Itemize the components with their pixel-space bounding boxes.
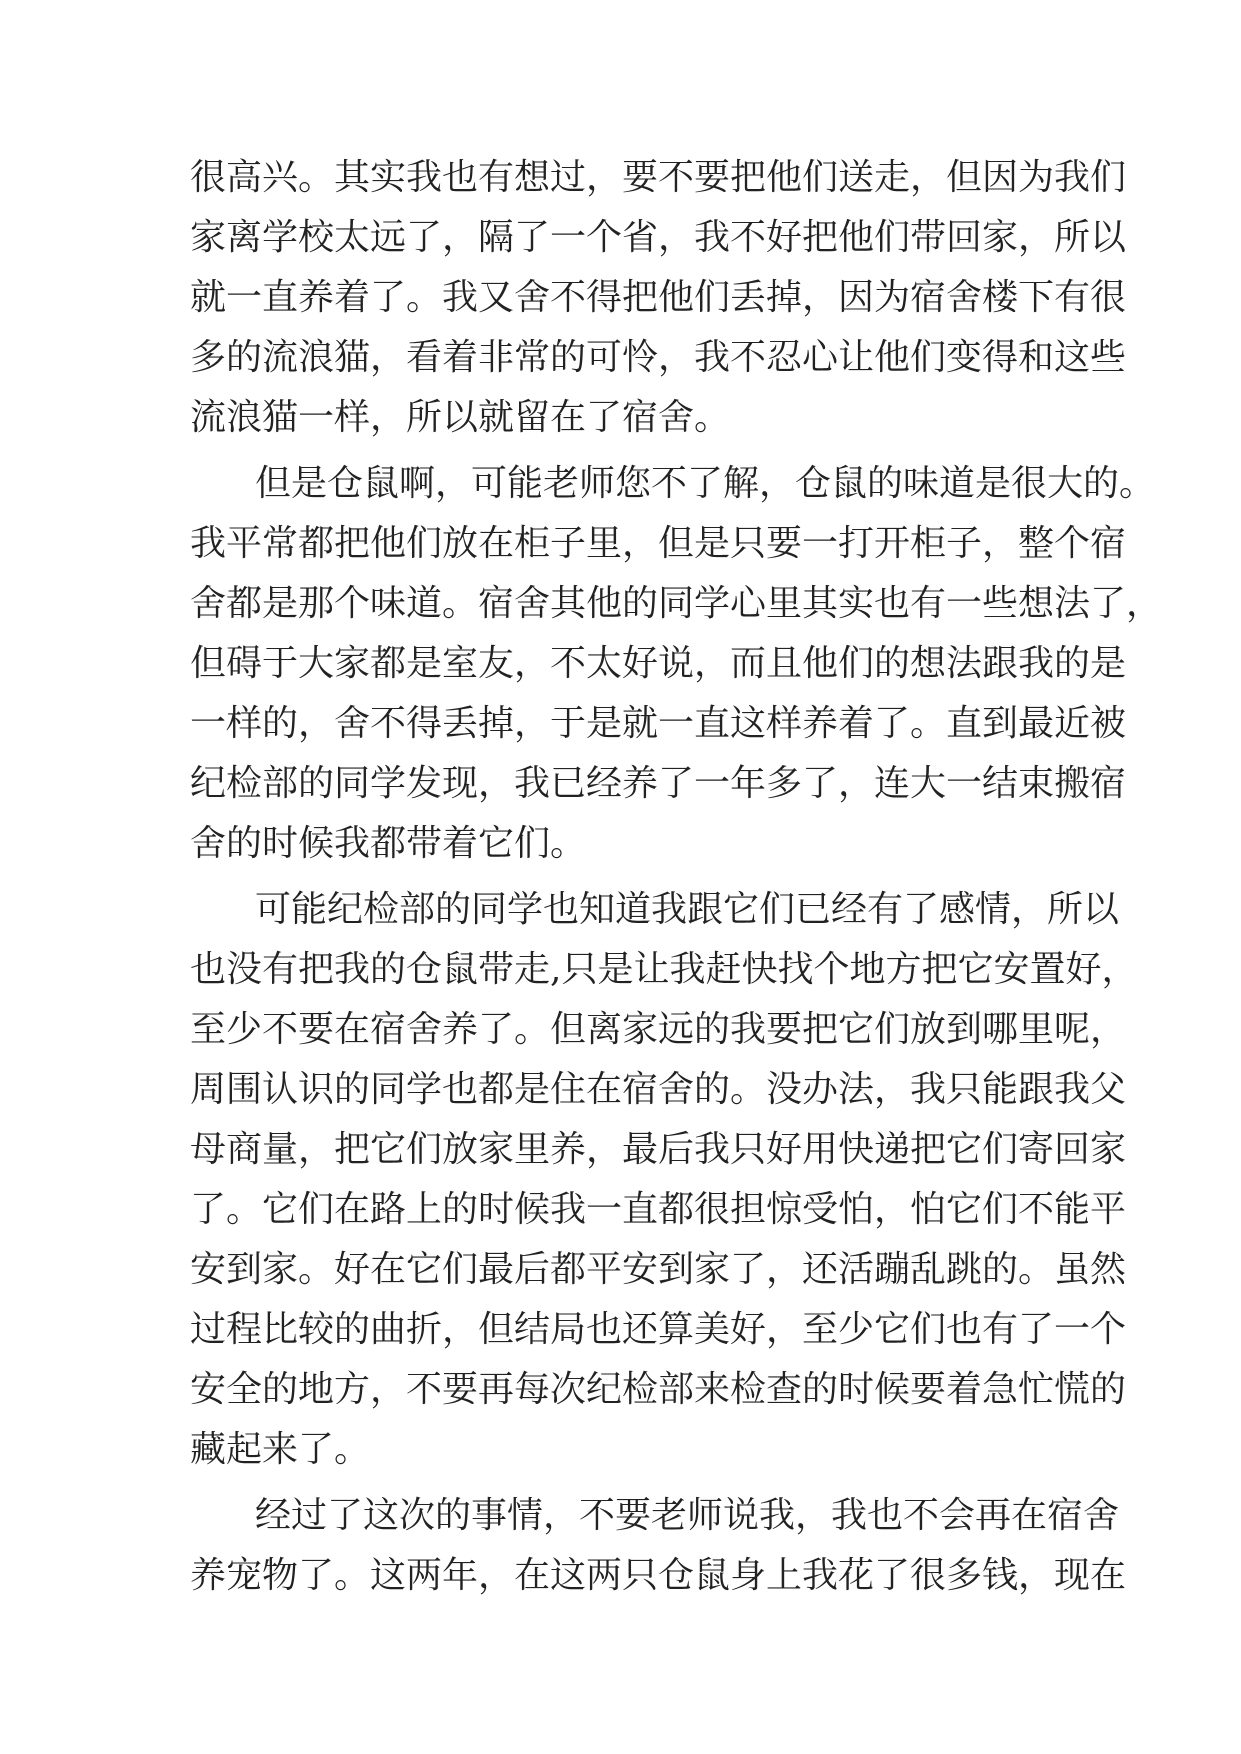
text-line: 周围认识的同学也都是住在宿舍的。没办法，我只能跟我父 [190, 1069, 1127, 1110]
text-line: 但碍于大家都是室友，不太好说，而且他们的想法跟我的是 [190, 643, 1127, 684]
text-line: 安到家。好在它们最后都平安到家了，还活蹦乱跳的。虽然 [190, 1249, 1127, 1290]
text-line: 舍都是那个味道。宿舍其他的同学心里其实也有一些想法了， [190, 583, 1163, 624]
text-line: 经过了这次的事情，不要老师说我，我也不会再在宿舍 [255, 1495, 1120, 1536]
text-line: 一样的，舍不得丢掉，于是就一直这样养着了。直到最近被 [190, 703, 1127, 744]
paragraph [190, 454, 1163, 874]
document-body [190, 148, 1163, 1606]
text-line: 过程比较的曲折，但结局也还算美好，至少它们也有了一个 [190, 1309, 1127, 1350]
text-line: 很高兴。其实我也有想过，要不要把他们送走，但因为我们 [190, 157, 1127, 198]
text-line: 也没有把我的仓鼠带走,只是让我赶快找个地方把它安置好， [190, 949, 1138, 990]
text-line: 但是仓鼠啊，可能老师您不了解，仓鼠的味道是很大的。 [255, 463, 1156, 504]
text-line: 多的流浪猫，看着非常的可怜，我不忍心让他们变得和这些 [190, 337, 1127, 378]
text-line: 安全的地方，不要再每次纪检部来检查的时候要着急忙慌的 [190, 1369, 1127, 1410]
text-line: 藏起来了。 [190, 1429, 371, 1470]
text-line: 养宠物了。这两年，在这两只仓鼠身上我花了很多钱，现在 [190, 1555, 1127, 1596]
text-line: 了。它们在路上的时候我一直都很担惊受怕，怕它们不能平 [190, 1189, 1127, 1230]
text-line: 流浪猫一样，所以就留在了宿舍。 [190, 397, 731, 438]
text-line: 家离学校太远了，隔了一个省，我不好把他们带回家，所以 [190, 217, 1127, 258]
text-line: 纪检部的同学发现，我已经养了一年多了，连大一结束搬宿 [190, 763, 1127, 804]
paragraph [190, 148, 1127, 448]
text-line: 我平常都把他们放在柜子里，但是只要一打开柜子，整个宿 [190, 523, 1127, 564]
text-line: 就一直养着了。我又舍不得把他们丢掉，因为宿舍楼下有很 [190, 277, 1127, 318]
paragraph [190, 1486, 1127, 1606]
text-line: 可能纪检部的同学也知道我跟它们已经有了感情，所以 [255, 889, 1120, 930]
text-line: 至少不要在宿舍养了。但离家远的我要把它们放到哪里呢， [190, 1009, 1127, 1050]
paragraph [190, 880, 1138, 1480]
text-line: 舍的时候我都带着它们。 [190, 823, 587, 864]
text-line: 母商量，把它们放家里养，最后我只好用快递把它们寄回家 [190, 1129, 1127, 1170]
